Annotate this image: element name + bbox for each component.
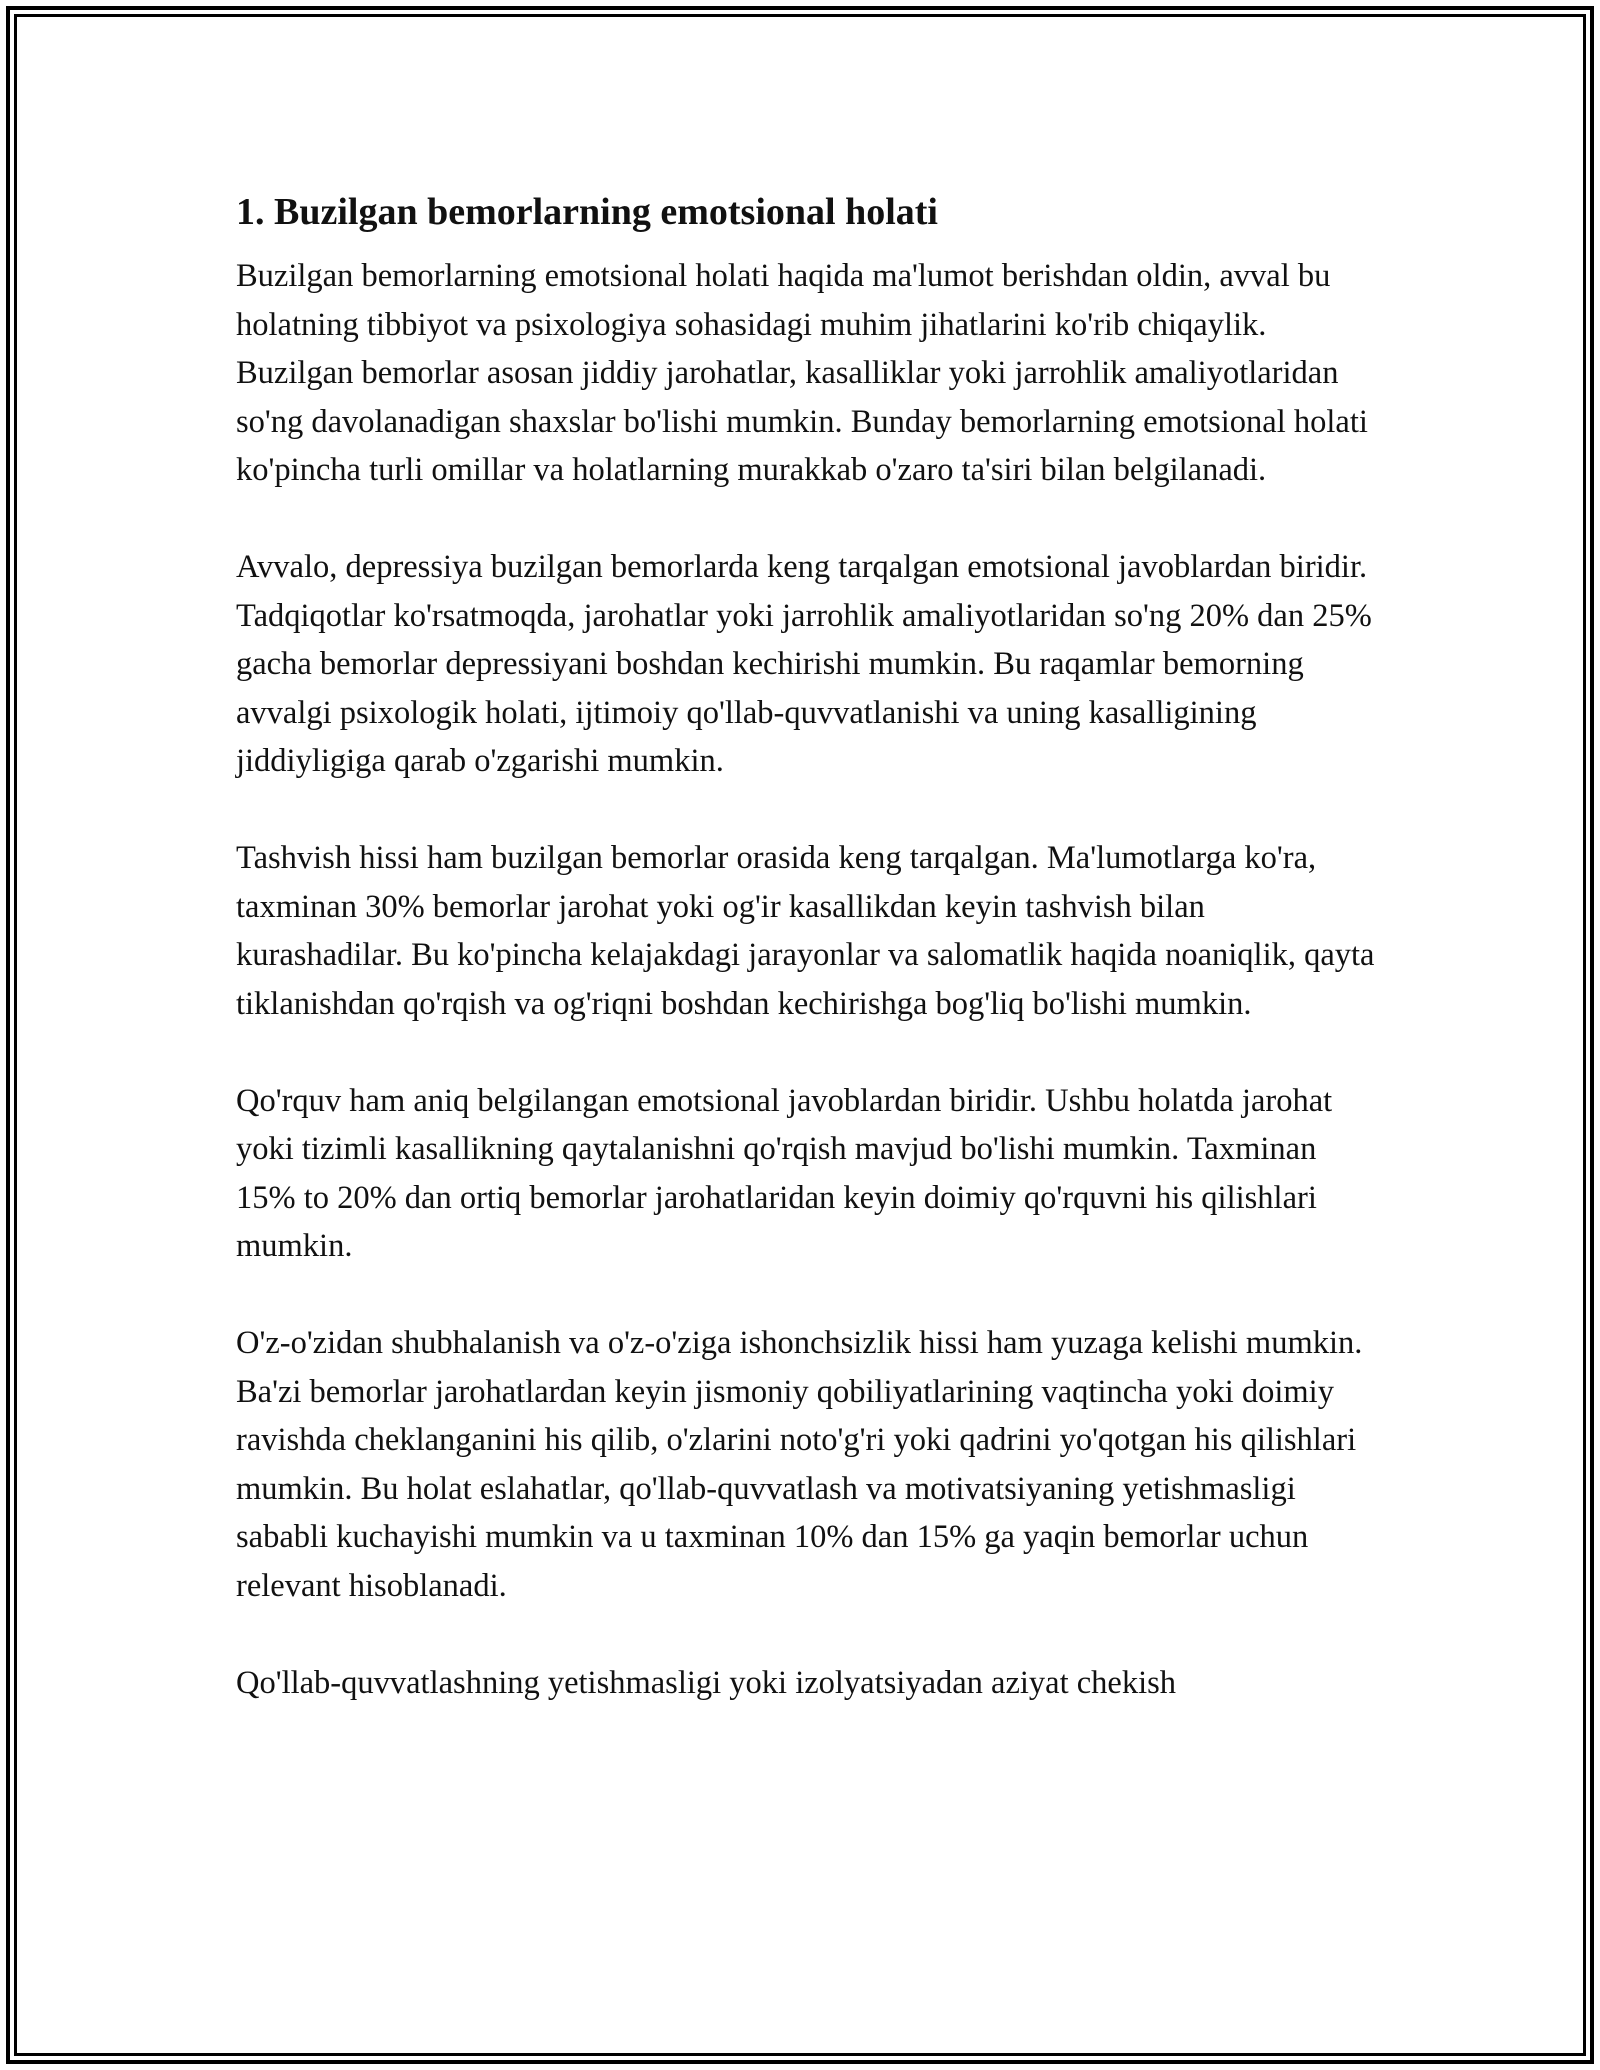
- paragraph-depression: Avvalo, depressiya buzilgan bemorlarda keng tarqalgan emotsional javoblardan biridir. Tadqiqotlar ko'rsatmoqda, jarohatlar yoki jarrohlik amaliyotlaridan so'ng 20% dan 25% gacha bemorlar depressiyani boshdan kechirishi mumkin. Bu raqamlar bemorning avvalgi psixologik holati, ijtimoiy qo'llab-quvvatlanishi va uning kasalligining jiddiyligiga qarab o'zgarishi mumkin.: [236, 549, 1372, 779]
- paragraph-fear: Qo'rquv ham aniq belgilangan emotsional javoblardan biridir. Ushbu holatda jarohat yoki tizimli kasallikning qaytalanishni qo'rqish mavjud bo'lishi mumkin. Taxminan 15% to 20% dan ortiq bemorlar jarohatlaridan keyin doimiy qo'rquvni his qilishlari mumkin.: [236, 1082, 1333, 1264]
- document-body: [236, 186, 1376, 1756]
- section-heading: 1. Buzilgan bemorlarning emotsional holati: [236, 191, 938, 233]
- paragraph-introduction: Buzilgan bemorlarning emotsional holati haqida ma'lumot berishdan oldin, avval bu holatning tibbiyot va psixologiya sohasidagi muhim jihatlarini ko'rib chiqaylik. Buzilgan bemorlar asosan jiddiy jarohatlar, kasalliklar yoki jarrohlik amaliyotlaridan so'ng davolanadigan shaxslar bo'lishi mumkin. Bunday bemorlarning emotsional holati ko'pincha turli omillar va holatlarning murakkab o'zaro ta'siri bilan belgilanadi.: [236, 258, 1368, 488]
- paragraph-lack-of-support: Qo'llab-quvvatlashning yetishmasligi yoki izolyatsiyadan aziyat chekish: [236, 1664, 1177, 1701]
- paragraph-self-doubt: O'z-o'zidan shubhalanish va o'z-o'ziga ishonchsizlik hissi ham yuzaga kelishi mumkin. Ba'zi bemorlar jarohatlardan keyin jismoniy qobiliyatlarining vaqtincha yoki doimiy ravishda cheklanganini his qilib, o'zlarini noto'g'ri yoki qadrini yo'qotgan his qilishlari mumkin. Bu holat eslahatlar, qo'llab-quvvatlash va motivatsiyaning yetishmasligi sababli kuchayishi mumkin va u taxminan 10% dan 15% ga yaqin bemorlar uchun relevant hisoblanadi.: [236, 1325, 1363, 1604]
- paragraph-anxiety: Tashvish hissi ham buzilgan bemorlar orasida keng tarqalgan. Ma'lumotlarga ko'ra, taxminan 30% bemorlar jarohat yoki og'ir kasallikdan keyin tashvish bilan kurashadilar. Bu ko'pincha kelajakdagi jarayonlar va salomatlik haqida noaniqlik, qayta tiklanishdan qo'rqish va og'riqni boshdan kechirishga bog'liq bo'lishi mumkin.: [236, 840, 1375, 1022]
